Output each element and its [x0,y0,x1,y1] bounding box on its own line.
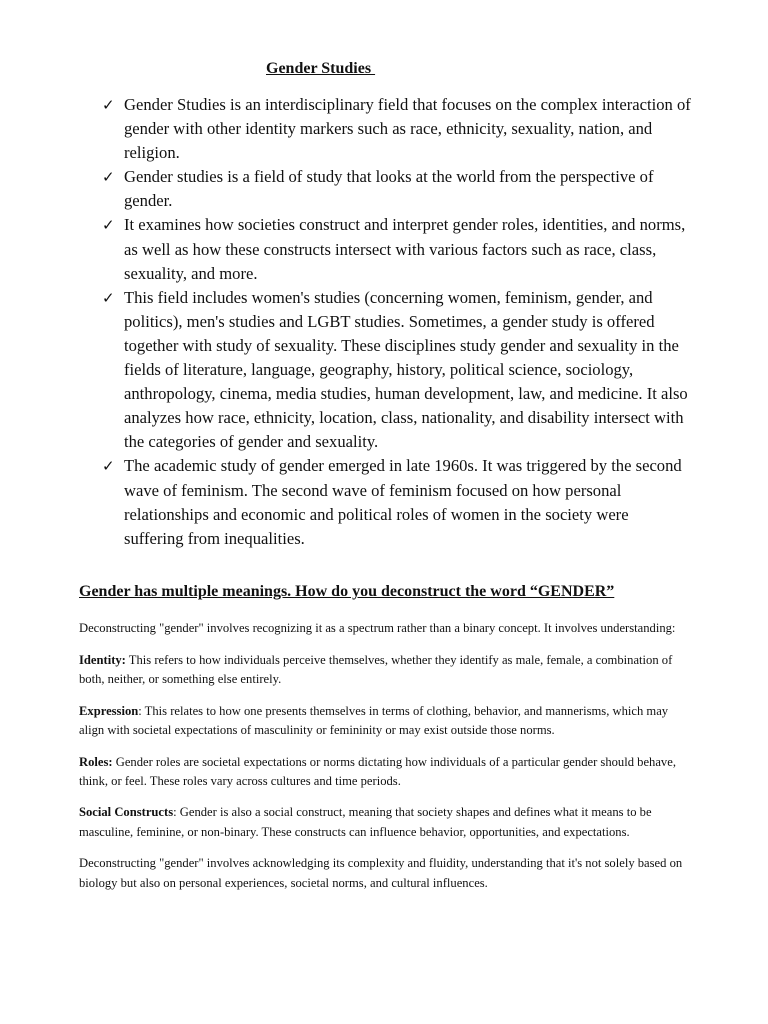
roles-term: Roles: [79,754,113,769]
list-item [102,165,692,213]
social-constructs-definition: : Gender is also a social construct, meaning that society shapes and defines what it means to be masculine, feminine, or non-binary. These constructs can influence behavior, opportunities, and expectations. [79,805,652,839]
list-item [102,93,692,165]
document-title: Gender Studies [266,60,376,77]
list-item-text: This field includes women's studies (concerning women, feminism, gender, and politics), men's studies and LGBT studies. Sometimes, a gender study is offered together with study of sexuality. These disciplines study gender and sexuality in the fields of literature, language, geography, history, political science, sociology, anthropology, cinema, media studies, human development, law, and medicine. It also analyzes how race, ethnicity, location, class, nationality, and disability intersect with the categories of gender and sexuality. [124,287,688,452]
list-item [102,454,692,550]
expression-paragraph [79,702,691,740]
checkmark-icon: ✓ [102,216,115,235]
deconstruction-section [79,619,691,905]
list-item-text: The academic study of gender emerged in late 1960s. It was triggered by the second wave of feminism. The second wave of feminism focused on how personal relationships and economic and political roles of women in the society were suffering from inequalities. [124,456,682,548]
roles-paragraph [79,753,691,791]
checkmark-icon: ✓ [102,457,115,476]
social-constructs-term: Social Constructs [79,805,174,820]
social-constructs-paragraph [79,803,691,841]
expression-definition: : This relates to how one presents themselves in terms of clothing, behavior, and mannerisms, which may align with societal expectations of masculinity or femininity or may exist outside those norms. [79,703,669,737]
identity-paragraph [79,651,691,689]
identity-term: Identity: [79,652,126,667]
checkmark-icon: ✓ [102,288,115,307]
roles-definition: Gender roles are societal expectations or norms dictating how individuals of a particular gender should behave, think, or feel. These roles vary across cultures and time periods. [79,754,676,788]
checkmark-icon: ✓ [102,96,115,114]
list-item [102,213,692,285]
expression-term: Expression [79,703,139,718]
section-heading: Gender has multiple meanings. How do you deconstruct the word “GENDER” [79,583,615,600]
conclusion-paragraph: Deconstructing "gender" involves acknowledging its complexity and fluidity, understanding that it's not solely based on biology but also on personal experiences, societal norms, and cultural influences. [79,856,683,890]
checkmark-icon: ✓ [102,168,115,187]
list-item [102,286,692,455]
key-points-list [102,93,692,551]
intro-paragraph: Deconstructing "gender" involves recognizing it as a spectrum rather than a binary concept. It involves understanding: [79,621,676,635]
list-item-text: Gender Studies is an interdisciplinary field that focuses on the complex interaction of gender with other identity markers such as race, ethnicity, sexuality, nation, and religion. [124,95,691,163]
identity-definition: This refers to how individuals perceive themselves, whether they identify as male, female, a combination of both, neither, or something else entirely. [79,652,673,686]
list-item-text: It examines how societies construct and interpret gender roles, identities, and norms, as well as how these constructs intersect with various factors such as race, class, sexuality, and more. [124,215,686,283]
list-item-text: Gender studies is a field of study that looks at the world from the perspective of gender. [124,167,654,211]
